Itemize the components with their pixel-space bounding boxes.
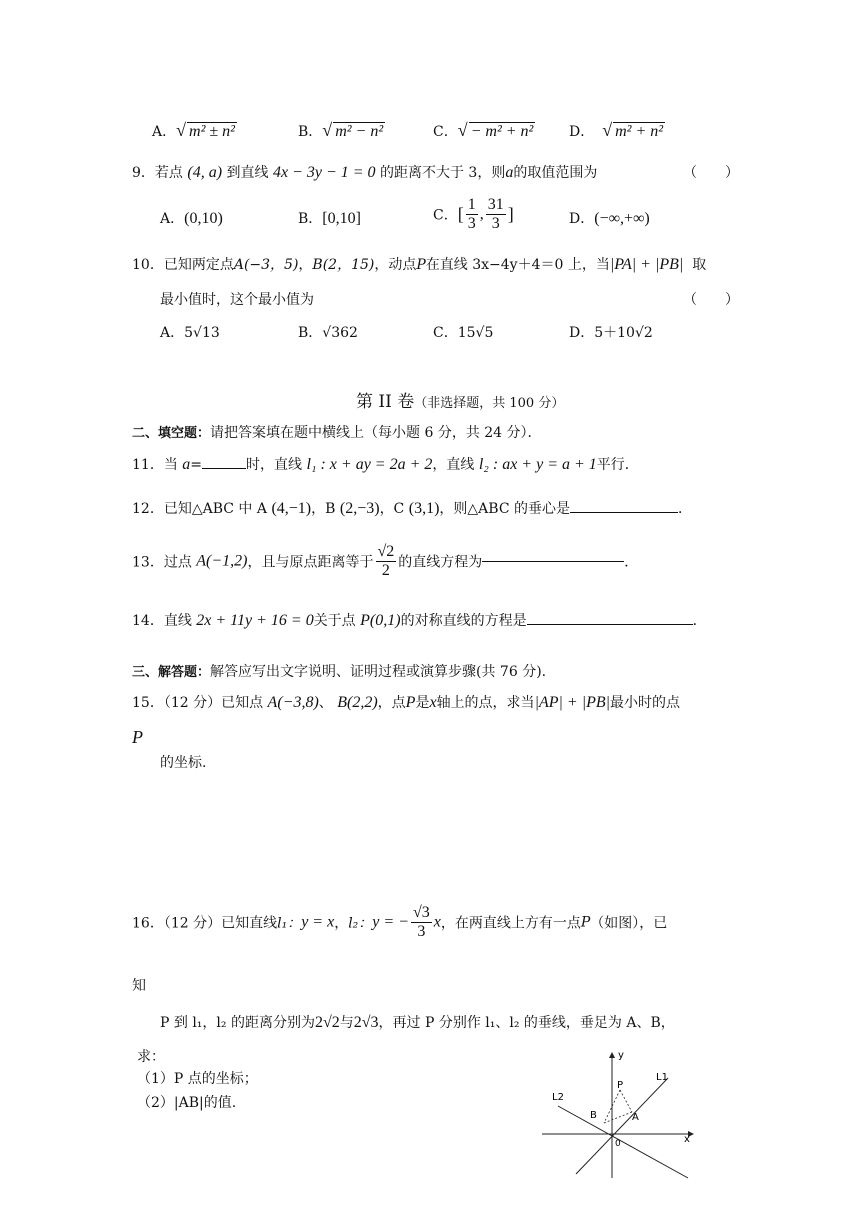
q8-option-b: B．√ m² − n² — [298, 120, 384, 140]
question-15-point-p: P — [132, 727, 143, 747]
part-title: 第 II 卷（非选择题，共 100 分） — [356, 392, 565, 412]
question-16: 16．（12 分）已知直线l₁：y = x，l₂：y = − $\frac{√3}{3}$ x，在两直线上方有一点P（如图），已 — [132, 904, 668, 940]
q8-option-a: A．√ m² ± n² — [152, 120, 235, 140]
q10-option-c: C．15√5 — [433, 325, 494, 341]
label-origin: 0 — [615, 1139, 621, 1149]
label-l2: L2 — [552, 1092, 564, 1103]
label-p: P — [617, 1080, 624, 1091]
line-l2 — [558, 1106, 688, 1178]
q10-option-b: B．√362 — [298, 325, 358, 341]
question-11: 11．当 a= 时，直线 l₁ : x + ay = 2a + 2，直线 l₂ : ax + y = a + 1平行． — [132, 456, 639, 473]
section-heading-fill-blank: 二、填空题：请把答案填在题中横线上（每小题 6 分，共 24 分）． — [132, 425, 542, 441]
q9-option-c: C．[ $\frac{1}{3}$ , $\frac{31}{3}$ ] — [433, 196, 514, 232]
q9-option-a: A．(0,10) — [160, 210, 223, 227]
question-15: 15．（12 分）已知点 A(−3,8)、 B(2,2)，点P是x轴上的点，求当|AP| + |PB|最小时的点 — [132, 694, 681, 711]
label-x: x — [684, 1134, 690, 1145]
question-9: 9．若点 (4, a) 到直线 4x − 3y − 1 = 0 的距离不大于 3，则a的取值范围为 — [132, 164, 598, 181]
answer-paren: （ ） — [683, 292, 739, 308]
q9-option-d: D．(−∞,+∞) — [569, 210, 650, 227]
answer-paren: （ ） — [683, 165, 739, 181]
q10-option-d: D．5＋10√2 — [569, 325, 653, 341]
q8-option-c: C．√ − m² + n² — [433, 120, 534, 140]
segment-ab — [604, 1112, 632, 1123]
label-a: A — [632, 1112, 639, 1123]
question-16-line2: P 到 l₁，l₂ 的距离分别为2√2与2√3，再过 P 分别作 l₁、l₂ 的垂线，垂足为 A、B， — [160, 1014, 675, 1031]
question-16-part2: （2）|AB|的值. — [137, 1095, 237, 1111]
label-l1: L1 — [656, 1072, 668, 1083]
q10-option-a: A．5√13 — [160, 325, 220, 341]
question-12: 12．已知△ABC 中 A (4,−1)，B (2,−3)，C (3,1)，则△ABC 的垂心是 ． — [132, 500, 692, 517]
coordinate-figure — [540, 1050, 700, 1180]
question-10-line2: 最小值时，这个最小值为 — [160, 292, 314, 308]
question-14: 14．直线 2x + 11y + 16 = 0关于点 P(0,1)的对称直线的方程是 ． — [132, 612, 707, 629]
section-heading-solutions: 三、解答题：解答应写出文字说明、证明过程或演算步骤(共 76 分). — [132, 664, 547, 680]
q8-option-d: D． √ m² + n² — [569, 120, 664, 140]
question-10: 10．已知两定点A(−3，5)，B(2，15)，动点P在直线 3x−4y＋4＝0 上，当|PA| + |PB| 取 — [132, 256, 707, 273]
y-axis-arrow — [609, 1052, 615, 1058]
perpendicular-pa — [620, 1090, 632, 1112]
question-16-zhi: 知 — [132, 978, 146, 994]
question-13: 13．过点 A(−1,2)，且与原点距离等于 $\frac{√2}{2}$ 的直线方程为 ． — [132, 543, 639, 579]
label-b: B — [590, 1110, 597, 1121]
label-y: y — [618, 1050, 624, 1061]
question-15-line3: 的坐标. — [160, 755, 207, 771]
question-16-part1: （1）P 点的坐标； — [137, 1071, 258, 1087]
q9-option-b: B．[0,10] — [298, 210, 361, 227]
question-16-qiu: 求： — [137, 1049, 165, 1065]
